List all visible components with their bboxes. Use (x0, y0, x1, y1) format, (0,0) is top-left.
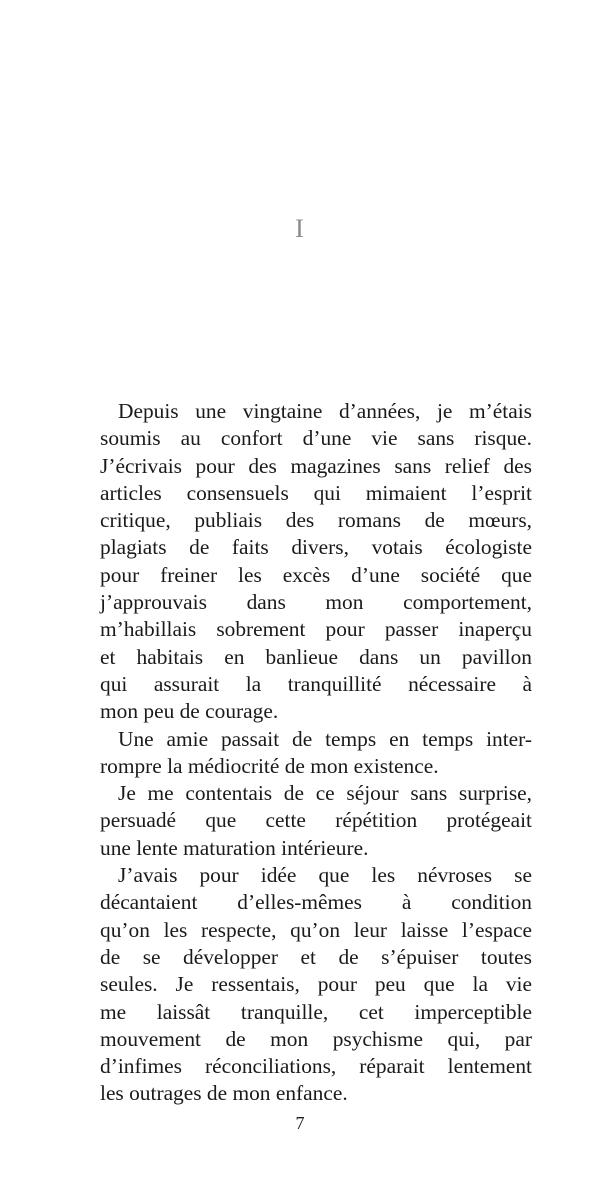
text-line: seules. Je ressentais, pour peu que la vie (100, 972, 532, 997)
text-line: articles consensuels qui mimaient l’esprit (100, 480, 532, 505)
text-line: plagiats de faits divers, votais écologiste (100, 535, 532, 560)
text-line: Je me contentais de ce séjour sans surprise, (118, 781, 532, 806)
paragraph (100, 398, 532, 726)
text-line: J’écrivais pour des magazines sans relief des (100, 453, 532, 478)
text-line: J’avais pour idée que les névroses se (118, 863, 532, 888)
text-line: mon peu de courage. (100, 699, 279, 724)
paragraph (100, 862, 532, 1108)
text-line: décantaient d’elles-mêmes à condition (100, 890, 532, 915)
text-line: rompre la médiocrité de mon existence. (100, 753, 439, 778)
paragraph (100, 780, 532, 862)
text-line: j’approuvais dans mon comportement, (100, 590, 532, 615)
chapter-number: I (295, 214, 305, 243)
paragraph (100, 726, 532, 781)
text-line: d’infimes réconciliations, réparait lentement (100, 1054, 532, 1079)
text-line: mouvement de mon psychisme qui, par (100, 1026, 532, 1051)
page-number: 7 (295, 1113, 305, 1133)
text-line: qu’on les respecte, qu’on leur laisse l’espace (100, 917, 532, 942)
text-line: persuadé que cette répétition protégeait (100, 808, 532, 833)
text-line: les outrages de mon enfance. (100, 1081, 348, 1106)
text-line: m’habillais sobrement pour passer inaperçu (100, 617, 532, 642)
text-line: qui assurait la tranquillité nécessaire à (100, 671, 532, 696)
text-line: soumis au confort d’une vie sans risque. (100, 426, 532, 451)
text-line: de se développer et de s’épuiser toutes (100, 944, 532, 969)
text-line: pour freiner les excès d’une société que (100, 562, 532, 587)
text-line: une lente maturation intérieure. (100, 835, 369, 860)
text-line: Depuis une vingtaine d’années, je m’étais (118, 399, 532, 423)
text-line: critique, publiais des romans de mœurs, (100, 508, 532, 533)
text-line: Une amie passait de temps en temps inter- (118, 726, 532, 751)
text-line: me laissât tranquille, cet imperceptible (100, 999, 532, 1024)
text-line: et habitais en banlieue dans un pavillon (100, 644, 532, 669)
body-text (100, 398, 532, 1108)
